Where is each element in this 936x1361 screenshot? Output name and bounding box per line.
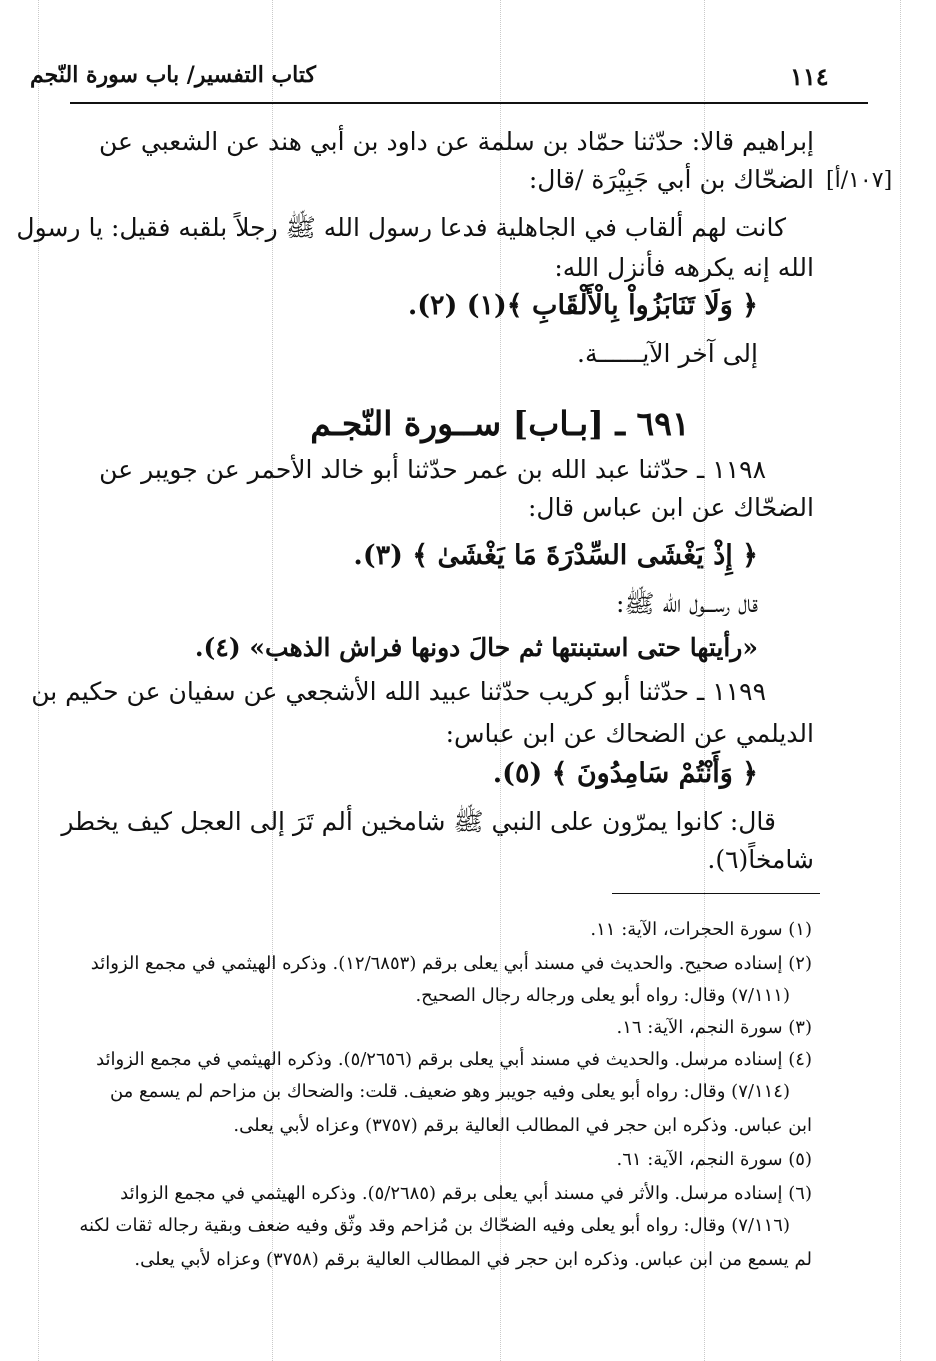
footnote: (٧/١١٤) وقال: رواه أبو يعلى وفيه جويبر وهو ضعيف. قلت: والضحاك بن مزاحم لم يسمع من — [109, 1081, 790, 1102]
hadith-text: «رأيتها حتى استبنتها ثم حالَ دونها فراش الذهب» (٤). — [194, 633, 758, 662]
footnote: (٧/١١٦) وقال: رواه أبو يعلى وفيه الضحّاك بن مُزاحم وقد وثّق وفيه ضعف وبقية رجاله ثقات لكنه — [79, 1215, 790, 1236]
scan-guide-line — [900, 0, 901, 1361]
quran-verse: ﴿ إِذْ يَغْشَى السِّدْرَةَ مَا يَغْشَىٰ ﴾ (٣). — [353, 540, 758, 571]
body-line: إلى آخر الآيــــــة. — [577, 339, 758, 368]
body-line: الضحّاك بن أبي جَبِيْرَة /قال: — [528, 165, 814, 194]
footnote: (٢) إسناده صحيح. والحديث في مسند أبي يعلى برقم (١٢/٦٨٥٣). وذكره الهيثمي في مجمع الزوائد — [90, 953, 812, 974]
page-number: ١١٤ — [790, 62, 829, 91]
running-title: كتاب التفسير/ باب سورة النّجم — [30, 62, 316, 88]
body-line: الله إنه يكرهه فأنزل الله: — [554, 253, 814, 282]
body-line: قال: كانوا يمرّون على النبي ﷺ شامخين ألم تَرَ إلى العجل كيف يخطر — [61, 807, 776, 836]
body-line: كانت لهم ألقاب في الجاهلية فدعا رسول الله ﷺ رجلاً بلقبه فقيل: يا رسول — [16, 213, 786, 242]
body-line: إبراهيم قالا: حدّثنا حمّاد بن سلمة عن داود بن أبي هند عن الشعبي عن — [98, 127, 814, 156]
footnote: (٦) إسناده مرسل. والأثر في مسند أبي يعلى برقم (٥/٢٦٨٥). وذكره الهيثمي في مجمع الزوائد — [120, 1183, 812, 1204]
footnote-rule — [612, 893, 820, 894]
footnote: ابن عباس. وذكره ابن حجر في المطالب العالية برقم (٣٧٥٧) وعزاه لأبي يعلى. — [233, 1115, 812, 1136]
footnote: (٥) سورة النجم، الآية: ٦١. — [616, 1149, 812, 1170]
margin-note: [١٠٧/أ] — [826, 168, 893, 193]
quran-verse: ﴿ وَلَا تَنَابَزُواْ بِالْأَلْقَابِ ﴾(١) (٢). — [407, 290, 758, 321]
body-line: الضحّاك عن ابن عباس قال: — [527, 493, 814, 522]
body-line: شامخاً(٦). — [707, 845, 814, 874]
header-rule — [70, 102, 868, 104]
footnote: لم يسمع من ابن عباس. وذكره ابن حجر في المطالب العالية برقم (٣٧٥٨) وعزاه لأبي يعلى. — [134, 1249, 812, 1270]
footnote: (٤) إسناده مرسل. والحديث في مسند أبي يعلى برقم (٥/٢٦٥٦). وذكره الهيثمي في مجمع الزوائد — [96, 1049, 812, 1070]
footnote: (١) سورة الحجرات، الآية: ١١. — [590, 919, 812, 940]
hadith-line: ١١٩٨ ـ حدّثنا عبد الله بن عمر حدّثنا أبو خالد الأحمر عن جويبر عن — [99, 455, 766, 484]
quran-verse: ﴿ وَأَنْتُمْ سَامِدُونَ ﴾ (٥). — [492, 758, 758, 789]
footnote: (٣) سورة النجم، الآية: ١٦. — [616, 1017, 812, 1038]
section-heading: ٦٩١ ـ [بـاب] ســورة النّجـم — [310, 404, 690, 443]
footnote: (٧/١١١) وقال: رواه أبو يعلى ورجاله رجال الصحيح. — [415, 985, 790, 1006]
body-line: الديلمي عن الضحاك عن ابن عباس: — [445, 719, 814, 748]
body-line: قال رســـول الله ﷺ: — [615, 589, 758, 618]
hadith-line: ١١٩٩ ـ حدّثنا أبو كريب حدّثنا عبيد الله الأشجعي عن سفيان عن حكيم بن — [31, 677, 766, 706]
